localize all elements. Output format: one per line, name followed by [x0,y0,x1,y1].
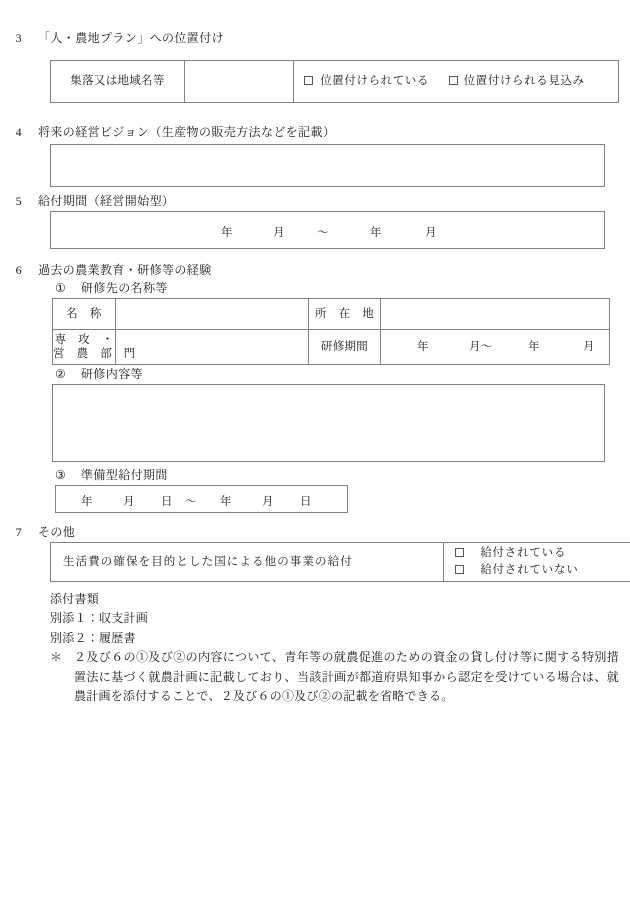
section-6-sub1-heading [0,280,630,297]
training-year-start: 年 [417,340,429,353]
section-3-title: 「人・農地プラン」への位置付け [38,31,225,45]
training-period-date-run [381,339,609,356]
attachment-item-1: 別添１：収支計画 [50,611,149,626]
other-benefits-table [50,542,630,582]
sub3-title: 準備型給付期間 [81,468,168,482]
section-5-heading [0,193,630,210]
training-year-end: 年 [528,340,540,353]
training-content-textarea[interactable] [52,384,605,462]
table-row [53,299,610,330]
village-area-name-label: 集落又は地域名等 [51,61,185,103]
major-farming-division-label [53,330,136,365]
section-3-table [50,60,619,103]
checkbox-positioned[interactable] [304,76,313,85]
other-benefit-checkbox-cell [444,543,630,582]
section-6-sub2-heading [0,366,143,383]
section-3 [0,30,630,88]
benefit-period-date-run [51,212,604,242]
checkbox-receiving[interactable] [455,548,464,557]
prep-day-end: 日 [300,496,312,508]
section-6-sub3-heading [0,467,168,484]
attachments-title: 添付書類 [50,592,100,606]
period-month-start: 月 [273,227,285,239]
section-3-heading [0,30,630,47]
training-month-start: 月〜 [469,340,493,353]
checkbox-row-not-receiving [455,562,630,579]
section-7 [0,524,630,576]
section-3-number: 3 [15,31,22,45]
institution-name-label: 名 称 [53,299,116,330]
institution-name-input[interactable] [116,299,309,330]
checkbox-not-receiving-label: 給付されていない [480,564,579,576]
table-row [51,61,619,103]
prep-year-start: 年 [81,496,93,508]
institution-location-label: 所 在 地 [309,299,381,330]
note-asterisk-block [50,648,619,706]
prep-month-end: 月 [262,496,274,508]
table-row [51,543,630,582]
training-period-label: 研修期間 [309,330,381,365]
plan-position-checkbox-cell [294,61,619,103]
preparation-benefit-period-box[interactable] [55,485,348,513]
attachment-item-2: 別添２：履歴書 [50,630,136,645]
section-6-heading [0,262,630,279]
major-farming-division-label-line2: 営 農 部 門 [53,348,136,360]
sub1-marker: ① [55,281,67,296]
institution-location-input[interactable] [381,299,610,330]
period-month-end: 月 [425,227,437,239]
other-national-benefit-label: 生活費の確保を目的とした国による他の事業の給付 [51,543,444,582]
future-management-vision-textarea[interactable] [50,144,605,187]
section-5-number: 5 [15,194,22,208]
section-4-title: 将来の経営ビジョン（生産物の販売方法などを記載） [38,125,336,139]
checkbox-positioned-label: 位置付けられている [320,75,430,88]
sub1-title: 研修先の名称等 [81,281,168,296]
prep-year-end: 年 [220,496,232,508]
section-4 [0,124,630,141]
sub2-marker: ② [55,367,67,381]
prep-month-start: 月 [123,496,135,508]
benefit-period-box[interactable] [50,211,605,249]
checkbox-expected-positioned[interactable] [449,76,458,85]
section-6-number: 6 [15,263,22,277]
prep-day-start: 日 [161,496,173,508]
sub3-marker: ③ [55,468,67,482]
section-5 [0,193,630,239]
major-farming-division-label-line1: 専 攻 ・ [54,333,114,346]
section-7-number: 7 [15,525,22,539]
period-tilde: 〜 [317,227,329,239]
prep-tilde: 〜 [185,496,197,508]
section-7-title: その他 [38,525,76,539]
preparation-period-date-run [56,486,347,511]
footer-notes [50,590,619,707]
sub2-title: 研修内容等 [81,367,144,381]
section-6 [0,262,630,508]
training-month-end: 月 [583,340,595,353]
note-asterisk-text: ２及び６の①及び②の内容について、青年等の就農促進のための資金の貸し付け等に関する特別措置法に基づく就農計画に記載しており、当該計画が都道府県知事から認定を受けている場合は、就農計画を添付することで、２及び６の①及び②の記載を省略できる。 [74,650,619,704]
checkbox-not-receiving[interactable] [455,565,464,574]
checkbox-receiving-label: 給付されている [480,546,567,559]
table-row [53,330,610,365]
period-year-end: 年 [370,227,382,239]
note-asterisk-marker: ＊ [50,650,63,665]
major-farming-division-input[interactable] [116,330,309,365]
section-7-heading [0,524,630,541]
checkbox-row-receiving [455,545,630,562]
section-4-heading [0,124,630,141]
section-6-title: 過去の農業教育・研修等の経験 [38,263,212,277]
section-5-title: 給付期間（経営開始型） [38,194,175,208]
checkbox-expected-positioned-label: 位置付けられる見込み [463,75,585,88]
village-area-name-input[interactable] [185,61,294,103]
period-year-start: 年 [221,227,233,239]
section-4-number: 4 [15,125,22,139]
training-institution-table [52,298,610,365]
training-period-input[interactable] [381,330,610,365]
